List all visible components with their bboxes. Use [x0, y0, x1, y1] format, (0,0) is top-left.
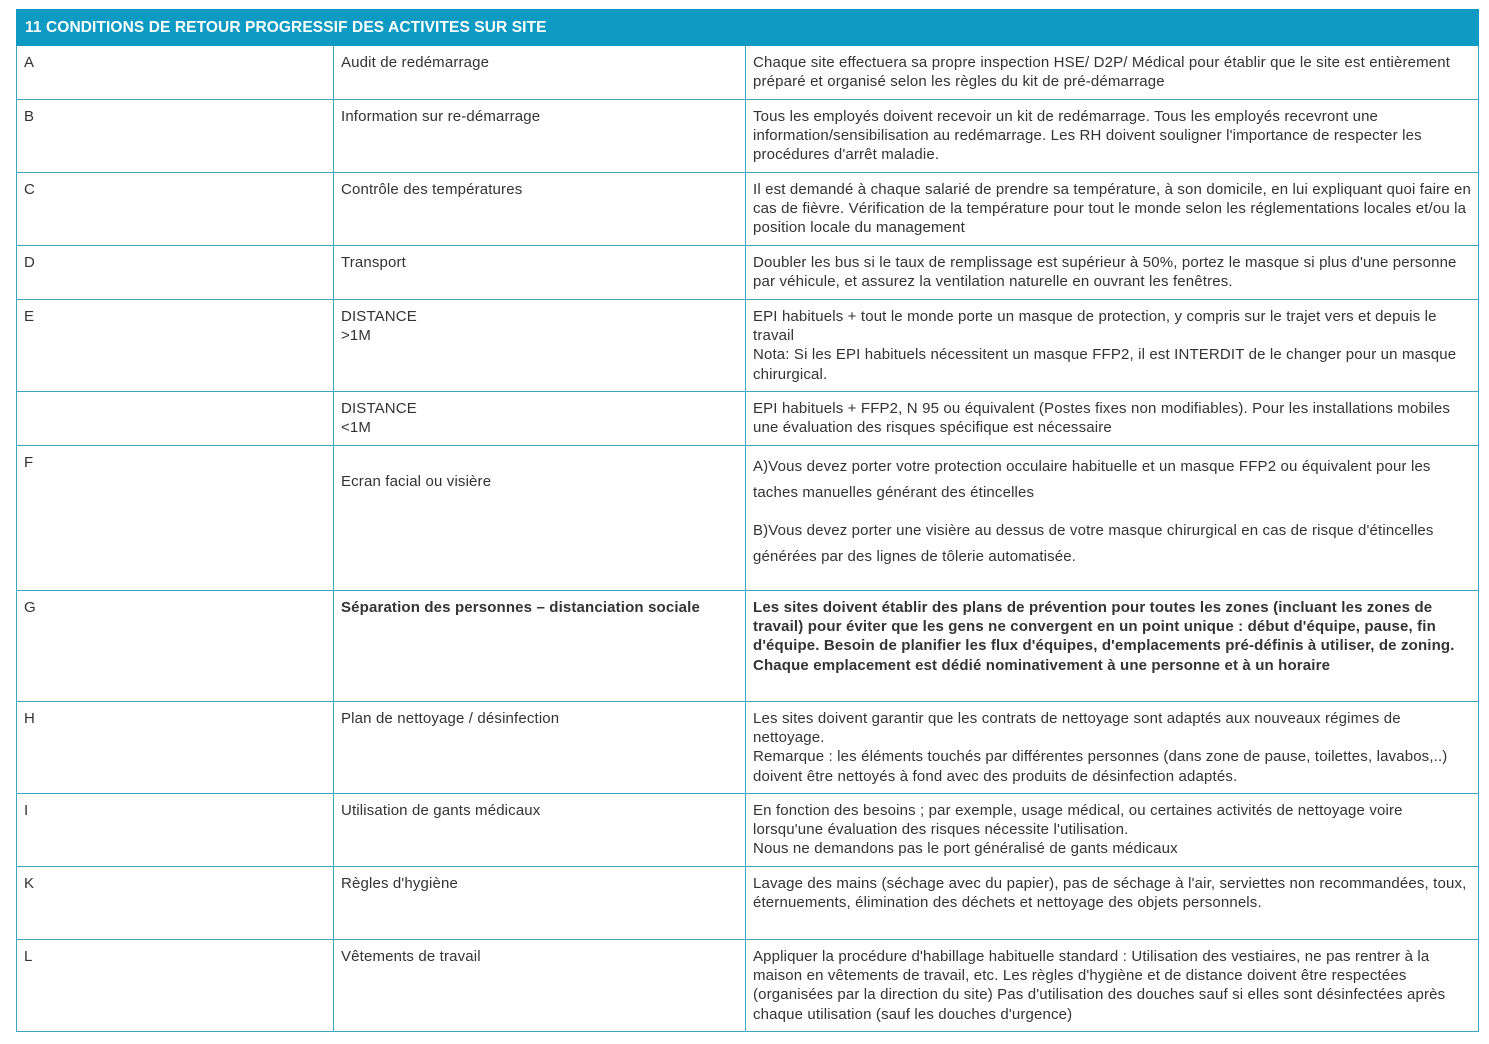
table-row: [17, 940, 1479, 1032]
row-letter: A: [17, 46, 334, 100]
row-letter: G: [17, 591, 334, 702]
table-header-row: [17, 10, 1479, 46]
table-row: [17, 173, 1479, 246]
table-row: [17, 867, 1479, 940]
row-letter: C: [17, 173, 334, 246]
row-description: EPI habituels + FFP2, N 95 ou équivalent (Postes fixes non modifiables). Pour les installations mobiles une évaluation des risques spécifique est nécessaire: [746, 392, 1479, 446]
row-topic: Contrôle des températures: [334, 173, 746, 246]
row-topic: Information sur re-démarrage: [334, 100, 746, 173]
row-topic: Utilisation de gants médicaux: [334, 794, 746, 867]
row-letter: B: [17, 100, 334, 173]
row-topic: DISTANCE <1M: [334, 392, 746, 446]
table-row: [17, 300, 1479, 392]
table-row: [17, 46, 1479, 100]
table-row: [17, 591, 1479, 702]
row-topic: [334, 446, 746, 591]
row-topic: DISTANCE >1M: [334, 300, 746, 392]
row-description: Appliquer la procédure d'habillage habituelle standard : Utilisation des vestiaires, ne pas rentrer à la maison en vêtements de travail, etc. Les règles d'hygiène et de distance doivent être respectées (organisées par la direction du site) Pas d'utilisation des douches sauf si elles sont désinfectées après chaque utilisation (sauf les douches d'urgence): [746, 940, 1479, 1032]
row-description: EPI habituels + tout le monde porte un masque de protection, y compris sur le trajet vers et depuis le travail Nota: Si les EPI habituels nécessitent un masque FFP2, il est INTERDIT de le changer pour un masque chirurgical.: [746, 300, 1479, 392]
row-letter: D: [17, 246, 334, 300]
row-description-b: B)Vous devez porter une visière au dessus de votre masque chirurgical en cas de risque d'étincelles générées par des lignes de tôlerie automatisée.: [753, 522, 1434, 565]
row-letter: H: [17, 702, 334, 794]
table-row: [17, 100, 1479, 173]
row-description: Chaque site effectuera sa propre inspection HSE/ D2P/ Médical pour établir que le site est entièrement préparé et organisé selon les règles du kit de pré-démarrage: [746, 46, 1479, 100]
table-row: [17, 246, 1479, 300]
row-topic: Vêtements de travail: [334, 940, 746, 1032]
row-topic: Règles d'hygiène: [334, 867, 746, 940]
table-row: [17, 446, 1479, 591]
row-description: Il est demandé à chaque salarié de prendre sa température, à son domicile, en lui expliquant quoi faire en cas de fièvre. Vérification de la température pour tout le monde selon les réglementations locales et/ou la position locale du management: [746, 173, 1479, 246]
row-description: Lavage des mains (séchage avec du papier), pas de séchage à l'air, serviettes non recommandées, toux, éternuements, élimination des déchets et nettoyage des objets personnels.: [746, 867, 1479, 940]
table-title: 11 CONDITIONS DE RETOUR PROGRESSIF DES ACTIVITES SUR SITE: [17, 10, 1479, 46]
conditions-table: [16, 9, 1479, 1032]
row-letter: I: [17, 794, 334, 867]
row-topic: Séparation des personnes – distanciation sociale: [334, 591, 746, 702]
row-topic: Transport: [334, 246, 746, 300]
row-description-a: A)Vous devez porter votre protection occulaire habituelle et un masque FFP2 ou équivalent pour les taches manuelles générant des étincelles: [753, 458, 1431, 501]
table-row: [17, 702, 1479, 794]
row-letter: [17, 392, 334, 446]
row-description: Doubler les bus si le taux de remplissage est supérieur à 50%, portez le masque si plus d'une personne par véhicule, et assurez la ventilation naturelle en ouvrant les fenêtres.: [746, 246, 1479, 300]
row-description: [746, 446, 1479, 591]
row-description: Les sites doivent garantir que les contrats de nettoyage sont adaptés aux nouveaux régimes de nettoyage. Remarque : les éléments touchés par différentes personnes (dans zone de pause, toilettes, lavabos,..) doivent être nettoyés à fond avec des produits de désinfection adaptés.: [746, 702, 1479, 794]
row-description: En fonction des besoins ; par exemple, usage médical, ou certaines activités de nettoyage voire lorsqu'une évaluation des risques nécessite l'utilisation. Nous ne demandons pas le port généralisé de gants médicaux: [746, 794, 1479, 867]
row-letter: E: [17, 300, 334, 392]
row-letter: L: [17, 940, 334, 1032]
table-row: [17, 794, 1479, 867]
table-row: [17, 392, 1479, 446]
row-description: Tous les employés doivent recevoir un kit de redémarrage. Tous les employés recevront une information/sensibilisation au redémarrage. Les RH doivent souligner l'importance de respecter les procédures d'arrêt maladie.: [746, 100, 1479, 173]
row-topic-label: Ecran facial ou visière: [341, 473, 492, 490]
row-topic: Audit de redémarrage: [334, 46, 746, 100]
row-letter: F: [17, 446, 334, 591]
conditions-table-container: [16, 9, 1478, 1032]
row-topic: Plan de nettoyage / désinfection: [334, 702, 746, 794]
row-description: Les sites doivent établir des plans de prévention pour toutes les zones (incluant les zones de travail) pour éviter que les gens ne convergent en un point unique : début d'équipe, pause, fin d'équipe. Besoin de planifier les flux d'équipes, d'emplacements pré-définis à utiliser, de zoning. Chaque emplacement est dédié nominativement à une personne et à un horaire: [746, 591, 1479, 702]
row-letter: K: [17, 867, 334, 940]
